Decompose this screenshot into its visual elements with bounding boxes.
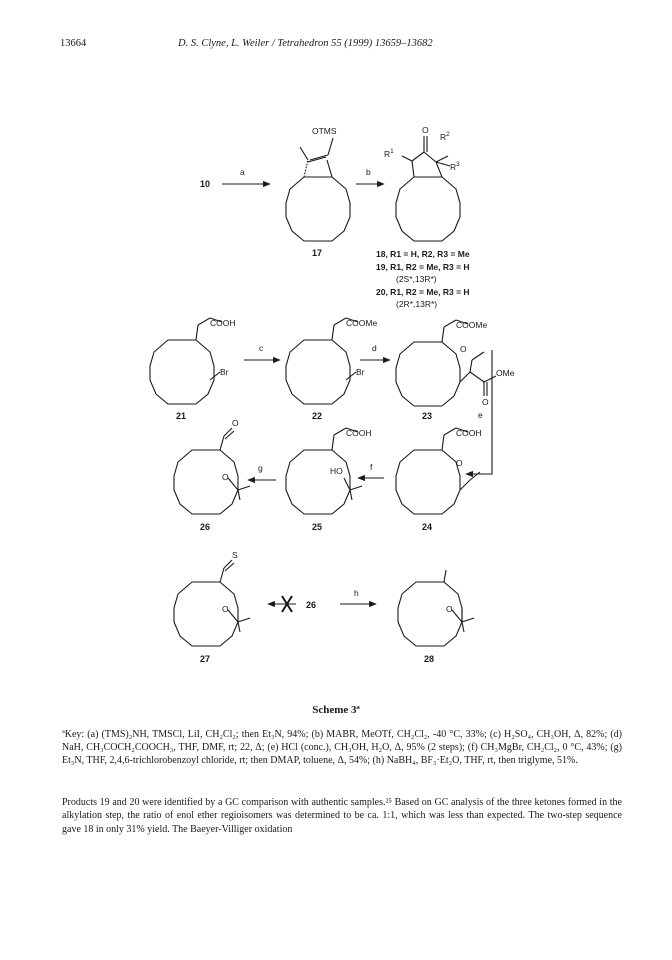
body-text: Products 19 and 20 were identified by a GC comparison with authentic samples.²⁵ Based on GC analysis of the three ketones formed in the alkylation step, the ratio of enol ether regioisomers was determined to be ca. 1:1, which was less than expected. The two-step sequence gave 18 in only 31% yield. The Baeyer-Villiger oxidation — [62, 797, 622, 835]
label-26-center: 26 — [306, 600, 317, 610]
s-label-27: S — [232, 550, 238, 560]
ring-25 — [286, 428, 362, 514]
ring-18-20 — [396, 136, 460, 241]
o-label-23b: O — [482, 397, 489, 407]
ring-o-28: O — [446, 604, 453, 614]
br-label-22: Br — [356, 367, 365, 377]
ring-22 — [286, 318, 358, 404]
running-title: D. S. Clyne, L. Weiler / Tetrahedron 55 (1999) 13659–13682 — [178, 38, 433, 49]
o-label-23a: O — [460, 344, 467, 354]
cooh-label-24: COOH — [456, 428, 482, 438]
o-label-24: O — [456, 458, 463, 468]
label-10: 10 — [200, 179, 211, 189]
ring-23 — [396, 320, 496, 406]
scheme-title: Scheme 3ª — [312, 704, 360, 716]
label-22: 22 — [312, 411, 323, 421]
ring-21 — [150, 318, 222, 404]
label-27: 27 — [200, 654, 211, 664]
ome-label-23: OMe — [496, 368, 515, 378]
ring-o-26: O — [222, 472, 229, 482]
label-23: 23 — [422, 411, 433, 421]
label-24: 24 — [422, 522, 433, 532]
label-25: 25 — [312, 522, 323, 532]
label-c: c — [259, 343, 264, 353]
label-a: a — [240, 167, 245, 177]
key-text: ªKey: (a) (TMS)₂NH, TMSCl, LiI, CH₂Cl₂; then Et₃N, 94%; (b) MABR, MeOTf, CH₂Cl₂, -40 °C, 33%; (c) H₂SO₄, CH₃OH, Δ, 82%; (d) NaH, CH₃COCH₂COOCH₃, THF, DMF, rt; 22, Δ; (e) HCl (conc.), CH₃OH, H₂O, Δ, 95% (2 steps); (f) CH₃MgBr, CH₂Cl₂, 0 °C, 43%; (g) Et₃N, THF, 2,4,6-trichlorobenzoyl chloride, rt; then DMAP, toluene, Δ, 54%; (h) NaBH₄, BF₃·Et₂O, THF, rt, then triglyme, 51%. — [62, 729, 622, 767]
caption-19-stereo: (2S*,13R*) — [396, 274, 437, 284]
caption-18: 18, R1 = H, R2, R3 = Me — [376, 249, 470, 259]
caption-19: 19, R1, R2 = Me, R3 = H — [376, 262, 470, 272]
coome-label-23: COOMe — [456, 320, 488, 330]
ring-28 — [398, 570, 474, 646]
label-28: 28 — [424, 654, 435, 664]
cooh-label-21: COOH — [210, 318, 236, 328]
label-f: f — [370, 462, 373, 472]
caption-20: 20, R1, R2 = Me, R3 = H — [376, 287, 470, 297]
label-26: 26 — [200, 522, 211, 532]
body-paragraph — [62, 796, 622, 836]
label-e: e — [478, 410, 483, 420]
ring-26 — [174, 428, 250, 514]
ketone-o: O — [422, 125, 429, 135]
label-g: g — [258, 463, 263, 473]
label-21: 21 — [176, 411, 187, 421]
coome-label-22: COOMe — [346, 318, 378, 328]
label-b: b — [366, 167, 371, 177]
ring-27 — [174, 560, 250, 646]
ring-17 — [286, 138, 350, 241]
r2-label: $R^2$ — [440, 131, 450, 142]
caption-20-stereo: (2R*,13R*) — [396, 299, 438, 309]
cooh-label-25: COOH — [346, 428, 372, 438]
lactone-o: O — [232, 418, 239, 428]
page-number: 13664 — [60, 38, 87, 49]
label-d: d — [372, 343, 377, 353]
br-label-21: Br — [220, 367, 229, 377]
scheme-key — [62, 728, 622, 768]
ring-24 — [396, 428, 480, 514]
ho-label-25: HO — [330, 466, 343, 476]
label-17: 17 — [312, 248, 323, 258]
otms-label: OTMS — [312, 126, 337, 136]
ring-o-27: O — [222, 604, 229, 614]
label-h: h — [354, 588, 359, 598]
r1-label: $R^1$ — [384, 148, 394, 159]
r3-label: $R^3$ — [450, 161, 460, 172]
